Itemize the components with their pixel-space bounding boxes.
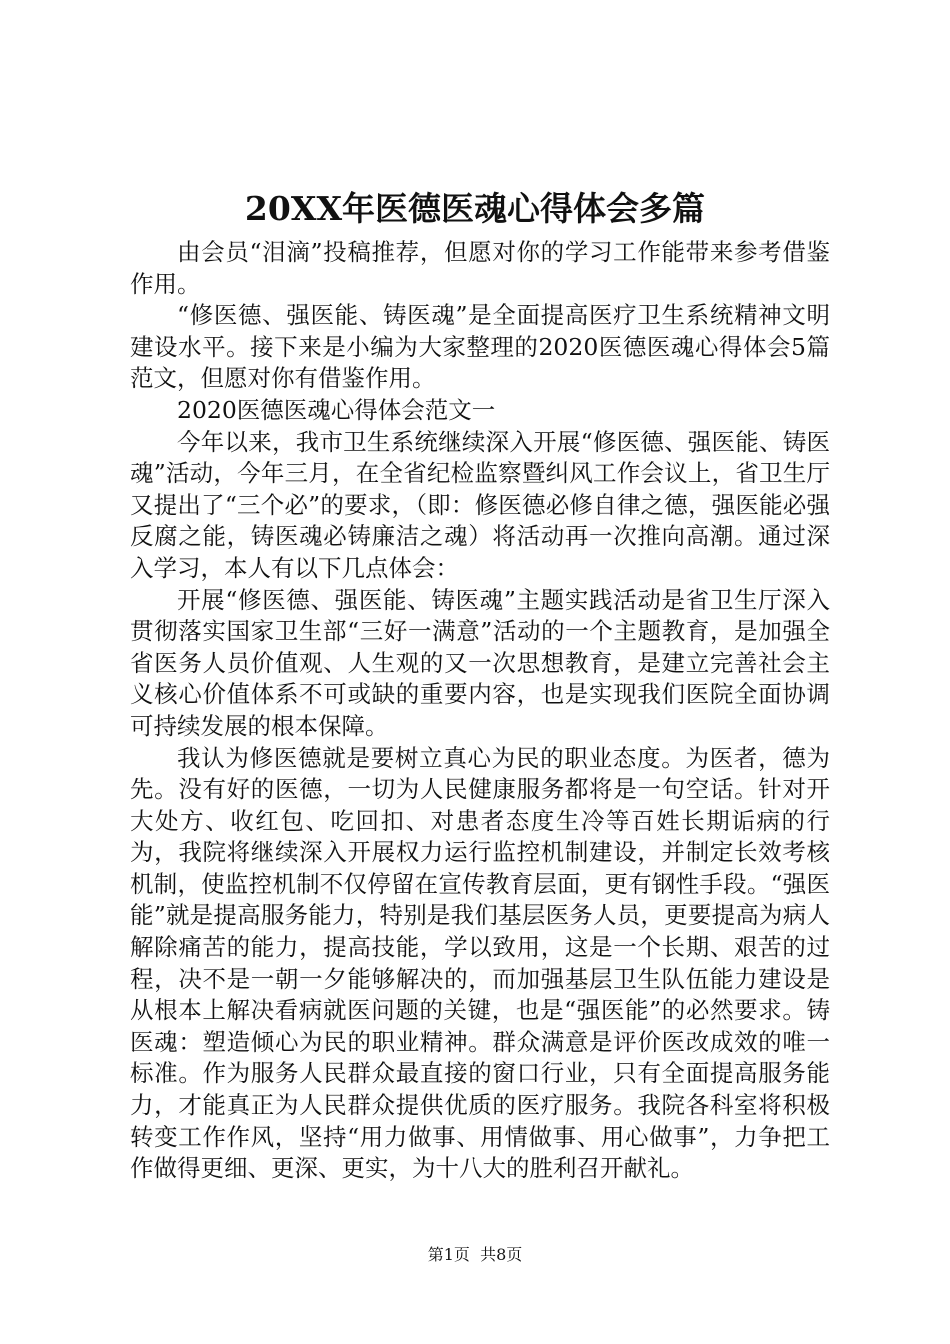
page-footer bbox=[0, 1244, 950, 1266]
body-paragraph: 开展“修医德、强医能、铸医魂”主题实践活动是省卫生厅深入贯彻落实国家卫生部“三好一满意”活动的一个主题教育，是加强全省医务人员价值观、人生观的又一次思想教育，是建立完善社会主义核心价值体系不可或缺的重要内容，也是实现我们医院全面协调可持续发展的根本保障。 bbox=[130, 585, 830, 740]
section-heading: 2020医德医魂心得体会范文一 bbox=[177, 395, 496, 424]
page-number: 第1页 共8页 bbox=[427, 1245, 523, 1264]
document-body bbox=[130, 237, 830, 1185]
summary-paragraph: “修医德、强医能、铸医魂”是全面提高医疗卫生系统精神文明建设水平。接下来是小编为大家整理的2020医德医魂心得体会5篇范文，但愿对你有借鉴作用。 bbox=[130, 301, 830, 393]
intro-paragraph: 由会员“泪滴”投稿推荐，但愿对你的学习工作能带来参考借鉴作用。 bbox=[130, 238, 830, 298]
body-paragraph: 我认为修医德就是要树立真心为民的职业态度。为医者，德为先。没有好的医德，一切为人民健康服务都将是一句空话。针对开大处方、收红包、吃回扣、对患者态度生冷等百姓长期诟病的行为，我院将继续深入开展权力运行监控机制建设，并制定长效考核机制，使监控机制不仅停留在宣传教育层面，更有钢性手段。“强医能”就是提高服务能力，特别是我们基层医务人员，更要提高为病人解除痛苦的能力，提高技能，学以致用，这是一个长期、艰苦的过程，决不是一朝一夕能够解决的，而加强基层卫生队伍能力建设是从根本上解决看病就医问题的关键，也是“强医能”的必然要求。铸医魂：塑造倾心为民的职业精神。群众满意是评价医改成效的唯一标准。作为服务人民群众最直接的窗口行业，只有全面提高服务能力，才能真正为人民群众提供优质的医疗服务。我院各科室将积极转变工作作风，坚持“用力做事、用情做事、用心做事”，力争把工作做得更细、更深、更实，为十八大的胜利召开献礼。 bbox=[130, 743, 830, 1183]
document-title: 20XX年医德医魂心得体会多篇 bbox=[244, 189, 706, 228]
body-paragraph: 今年以来，我市卫生系统继续深入开展“修医德、强医能、铸医魂”活动，今年三月，在全省纪检监察暨纠风工作会议上，省卫生厅又提出了“三个必”的要求，（即：修医德必修自律之德，强医能必强反腐之能，铸医魂必铸廉洁之魂）将活动再一次推向高潮。通过深入学习，本人有以下几点体会： bbox=[130, 427, 830, 582]
